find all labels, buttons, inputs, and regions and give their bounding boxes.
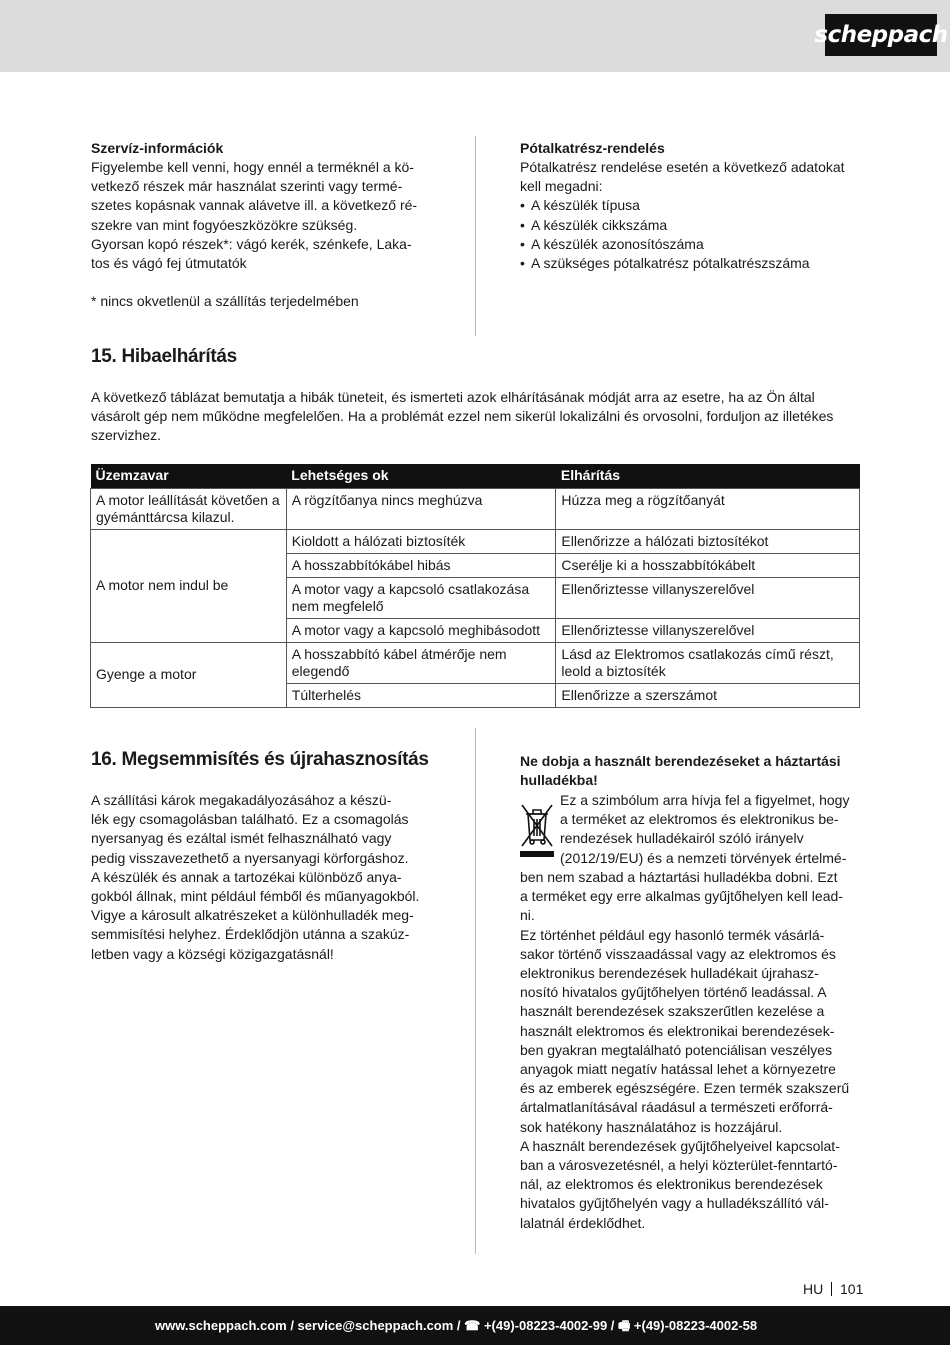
service-text [91, 158, 431, 273]
text-line: sok hatékony használatához is hozzájárul. [520, 1118, 783, 1135]
list-item: • A készülék azonosítószáma [520, 235, 865, 254]
disposal-text [91, 791, 431, 964]
text-line: tos és vágó fej útmutatók [91, 255, 247, 272]
text-line: Ne dobja a használt berendezéseket a háztartási [520, 753, 841, 769]
separator [831, 1282, 832, 1296]
table-header: Lehetséges ok [286, 464, 556, 488]
text-line: vásárolt gép nem működne megfelelően. Ha a problémát ezzel nem sikerül lokalizálni és orvosolni, forduljon az illetékes [91, 408, 834, 425]
language-code: HU [803, 1281, 824, 1297]
disposal-title: 16. Megsemmisítés és újrahasznosítás [91, 749, 429, 770]
footer-contact: www.scheppach.com / service@scheppach.com / ☎ +(49)-08223-4002-99 / 🖷 +(49)-08223-4002-58 [155, 1318, 758, 1333]
text-line: A következő táblázat bemutatja a hibák tüneteit, és ismerteti azok elhárításának módját arra az esetre, ha az Ön által [91, 389, 815, 405]
page-number [803, 1281, 863, 1297]
table-header: Elhárítás [556, 464, 860, 488]
table-row [91, 488, 860, 529]
text-line: ben nem szabad a háztartási hulladékba dobni. Ezt [520, 869, 838, 885]
text-line: hulladékba! [520, 772, 598, 789]
text-line: a terméket az elektromos és elektronikus be- [560, 811, 839, 828]
weee-text [520, 868, 865, 1233]
text-line: A használt berendezések gyűjtőhelyeivel kapcsolat- [520, 1137, 840, 1154]
text-line: ban a városvezetésnél, a helyi közterület-fenntartó- [520, 1157, 838, 1174]
text-line: sakor történő visszaadással vagy az elektromos és [520, 945, 836, 962]
cause-cell: A motor vagy a kapcsoló csatlakozása nem megfelelő [286, 577, 556, 618]
text-line: nosító hivatalos gyűjtőhelyen történő leadással. A [520, 984, 827, 1001]
remedy-cell: Cserélje ki a hosszabbítókábelt [556, 553, 860, 577]
brand-logo: scheppach [825, 14, 937, 56]
remedy-cell: Húzza meg a rögzítőanyát [556, 488, 860, 529]
text-line: A készülék és annak a tartozékai különböző anya- [91, 868, 402, 885]
remedy-cell: Ellenőrizze a szerszámot [556, 683, 860, 707]
text-line: ni. [520, 907, 535, 924]
cause-cell: Túlterhelés [286, 683, 556, 707]
text-line: szervizhez. [91, 427, 162, 444]
remedy-cell: Lásd az Elektromos csatlakozás című részt, leold a biztosíték [556, 642, 860, 683]
service-footnote: * nincs okvetlenül a szállítás terjedelmében [91, 293, 359, 309]
text-line: Vigye a károsult alkatrészeket a különhulladék meg- [91, 907, 414, 924]
text-line: lék egy csomagolásban található. Ez a csomagolás [91, 811, 409, 828]
text-line: Gyorsan kopó részek*: vágó kerék, szénkefe, Laka- [91, 235, 412, 252]
weee-text-short [560, 791, 860, 868]
troubleshooting-table [90, 464, 860, 708]
list-item: • A készülék típusa [520, 196, 865, 215]
crossed-bin-icon [519, 800, 555, 858]
text-line: lalatnál érdeklődhet. [520, 1214, 646, 1231]
fault-cell: Gyenge a motor [91, 642, 287, 707]
column-divider-top [475, 136, 476, 336]
text-line: Ez történhet például egy hasonló termék vásárlá- [520, 926, 825, 943]
text-line: hivatalos gyűjtőhelyén vagy a hulladékszállító vál- [520, 1195, 829, 1212]
text-line: és az emberek egészségére. Ezen termék szakszerű [520, 1080, 850, 1097]
cause-cell: A hosszabbítókábel hibás [286, 553, 556, 577]
text-line: Pótalkatrész rendelése esetén a következő adatokat [520, 159, 845, 175]
cause-cell: A hosszabbító kábel átmérője nem elegendő [286, 642, 556, 683]
text-line: semmisítési helyhez. Érdeklődjön utánna a szakúz- [91, 926, 410, 943]
spare-text [520, 158, 865, 273]
text-line: nyersanyag és ezáltal ismét felhasználható vagy [91, 830, 392, 847]
spare-list [520, 196, 865, 273]
list-item: • A szükséges pótalkatrész pótalkatrészszáma [520, 254, 865, 273]
page-num-value: 101 [840, 1281, 864, 1297]
troubleshooting-intro [91, 388, 866, 446]
text-line: vetkező részek már használat szerinti vagy termé- [91, 178, 403, 195]
remedy-cell: Ellenőrizze a hálózati biztosítékot [556, 529, 860, 553]
cause-cell: Kioldott a hálózati biztosíték [286, 529, 556, 553]
text-line: letben vagy a községi közigazgatásnál! [91, 945, 334, 962]
table-row [91, 529, 860, 553]
cause-cell: A rögzítőanya nincs meghúzva [286, 488, 556, 529]
text-line: szekre van mint fogyóeszközökre szükség. [91, 216, 358, 233]
text-line: Figyelembe kell venni, hogy ennél a terméknél a kö- [91, 159, 414, 175]
text-line: kell megadni: [520, 178, 603, 195]
fault-cell: A motor leállítását követően a gyémánttárcsa kilazul. [91, 488, 287, 529]
text-line: Ez a szimbólum arra hívja fel a figyelmet, hogy [560, 792, 850, 808]
text-line: ben gyakran megtalálható potenciálisan veszélyes [520, 1041, 833, 1058]
column-divider-bottom [475, 728, 476, 1254]
text-line: szetes kopásnak vannak alávetve ill. a következő ré- [91, 197, 418, 214]
text-line: használt elektromos és elektronikai berendezések- [520, 1022, 835, 1039]
fault-cell: A motor nem indul be [91, 529, 287, 642]
text-line: pedig visszavezethető a nyersanyagi körforgáshoz. [91, 849, 409, 866]
text-line: A szállítási károk megakadályozásához a készü- [91, 792, 392, 808]
weee-title [520, 752, 841, 790]
text-line: ártalmatlanításával ráadásul a természeti erőforrá- [520, 1099, 833, 1116]
table-row [91, 642, 860, 683]
text-line: gokból állnak, mint például fémből és műanyagokból. [91, 888, 420, 905]
list-item: • A készülék cikkszáma [520, 216, 865, 235]
remedy-cell: Ellenőriztesse villanyszerelővel [556, 577, 860, 618]
footer-band [0, 1306, 950, 1345]
text-line: (2012/19/EU) és a nemzeti törvények értelmé- [560, 849, 847, 866]
text-line: elektronikus berendezések hulladékait újrahasz- [520, 965, 819, 982]
text-line: rendezések hulladékairól szóló irányelv [560, 830, 804, 847]
text-line: használt berendezések szakszerűtlen kezelése a [520, 1003, 825, 1020]
troubleshooting-title: 15. Hibaelhárítás [91, 346, 237, 367]
remedy-cell: Ellenőriztesse villanyszerelővel [556, 618, 860, 642]
header-band [0, 0, 950, 72]
text-line: anyagok miatt negatív hatással lehet a környezetre [520, 1061, 836, 1078]
text-line: a terméket egy erre alkalmas gyűjtőhelyen kell lead- [520, 888, 843, 905]
text-line: nál, az elektromos és elektronikus berendezések [520, 1176, 823, 1193]
table-header: Üzemzavar [91, 464, 287, 488]
spare-title: Pótalkatrész-rendelés [520, 140, 665, 156]
cause-cell: A motor vagy a kapcsoló meghibásodott [286, 618, 556, 642]
service-title: Szervíz-információk [91, 140, 224, 156]
